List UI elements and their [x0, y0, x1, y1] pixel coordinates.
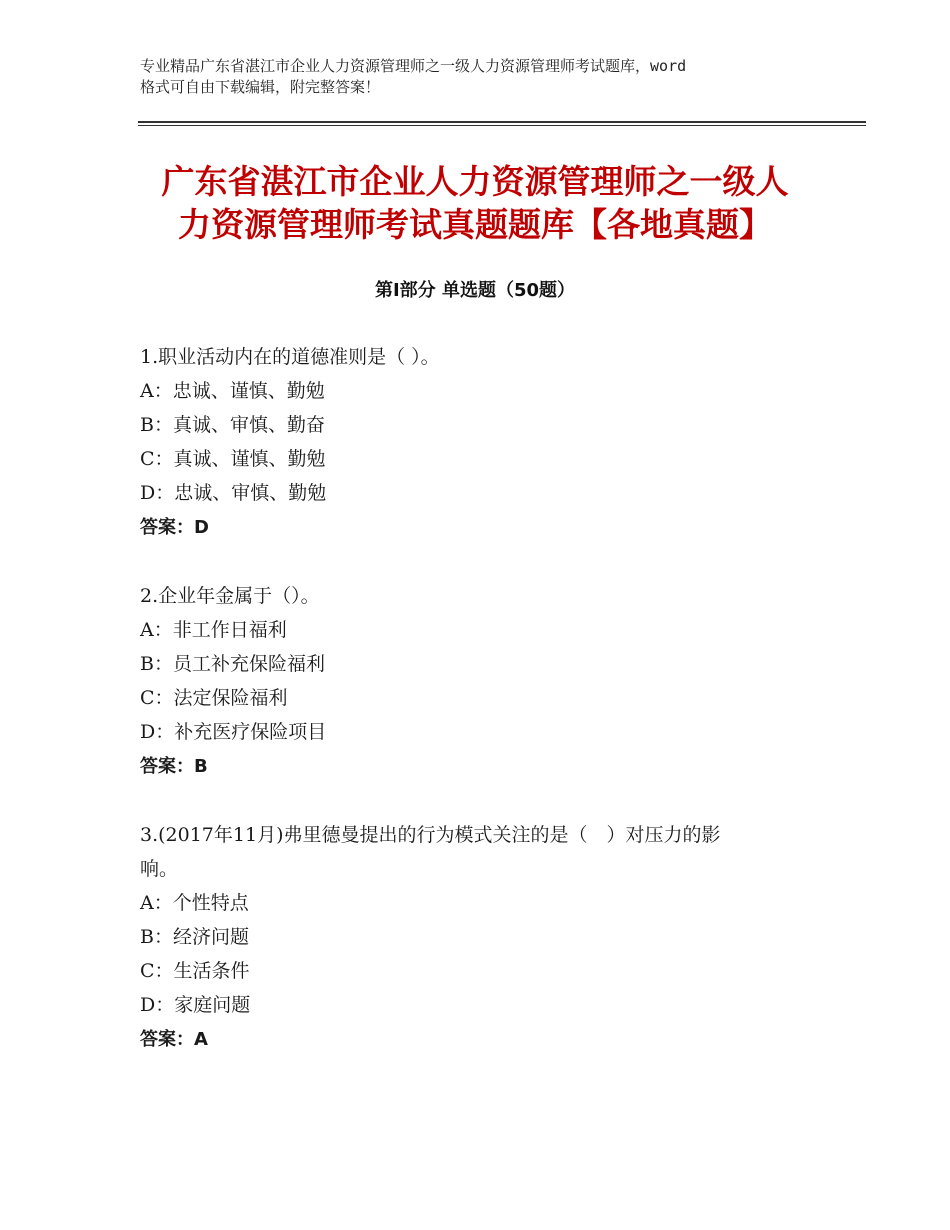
header-note — [140, 56, 820, 98]
question-2-stem: 2.企业年金属于（）。 — [140, 585, 320, 607]
question-3-stem-line-1: 3.(2017年11月)弗里德曼提出的行为模式关注的是（ ）对压力的影 — [140, 824, 721, 846]
header-note-line-2: 格式可自由下载编辑，附完整答案！ — [140, 78, 381, 96]
question-3-option-a: A：个性特点 — [140, 892, 249, 914]
question-2-option-a: A：非工作日福利 — [140, 619, 287, 641]
question-2-option-d: D：补充医疗保险项目 — [140, 721, 327, 743]
question-1-answer: 答案：D — [140, 517, 209, 538]
question-3-option-b: B：经济问题 — [140, 926, 249, 948]
question-1-option-b: B：真诚、审慎、勤奋 — [140, 414, 325, 436]
document-title-line-1: 广东省湛江市企业人力资源管理师之一级人 — [161, 162, 789, 201]
question-2-option-c: C：法定保险福利 — [140, 687, 288, 709]
question-3-option-d: D：家庭问题 — [140, 994, 251, 1016]
question-1-option-d: D：忠诚、审慎、勤勉 — [140, 482, 327, 504]
question-1-option-c: C：真诚、谨慎、勤勉 — [140, 448, 326, 470]
section-title: 第Ⅰ部分 单选题（50题） — [374, 280, 575, 301]
question-1-stem: 1.职业活动内在的道德准则是（ ）。 — [140, 346, 440, 368]
question-3-option-c: C：生活条件 — [140, 960, 250, 982]
question-3-answer: 答案：A — [140, 1029, 208, 1050]
header-divider-thick — [138, 121, 866, 123]
question-3-stem-line-2: 响。 — [140, 858, 179, 880]
document-title — [100, 160, 850, 246]
document-title-line-2: 力资源管理师考试真题题库【各地真题】 — [178, 205, 772, 244]
question-2-option-b: B：员工补充保险福利 — [140, 653, 325, 675]
header-note-line-1: 专业精品广东省湛江市企业人力资源管理师之一级人力资源管理师考试题库，word — [140, 57, 687, 75]
header-divider-thin — [138, 125, 866, 126]
question-2-answer: 答案：B — [140, 756, 208, 777]
question-1-option-a: A：忠诚、谨慎、勤勉 — [140, 380, 325, 402]
